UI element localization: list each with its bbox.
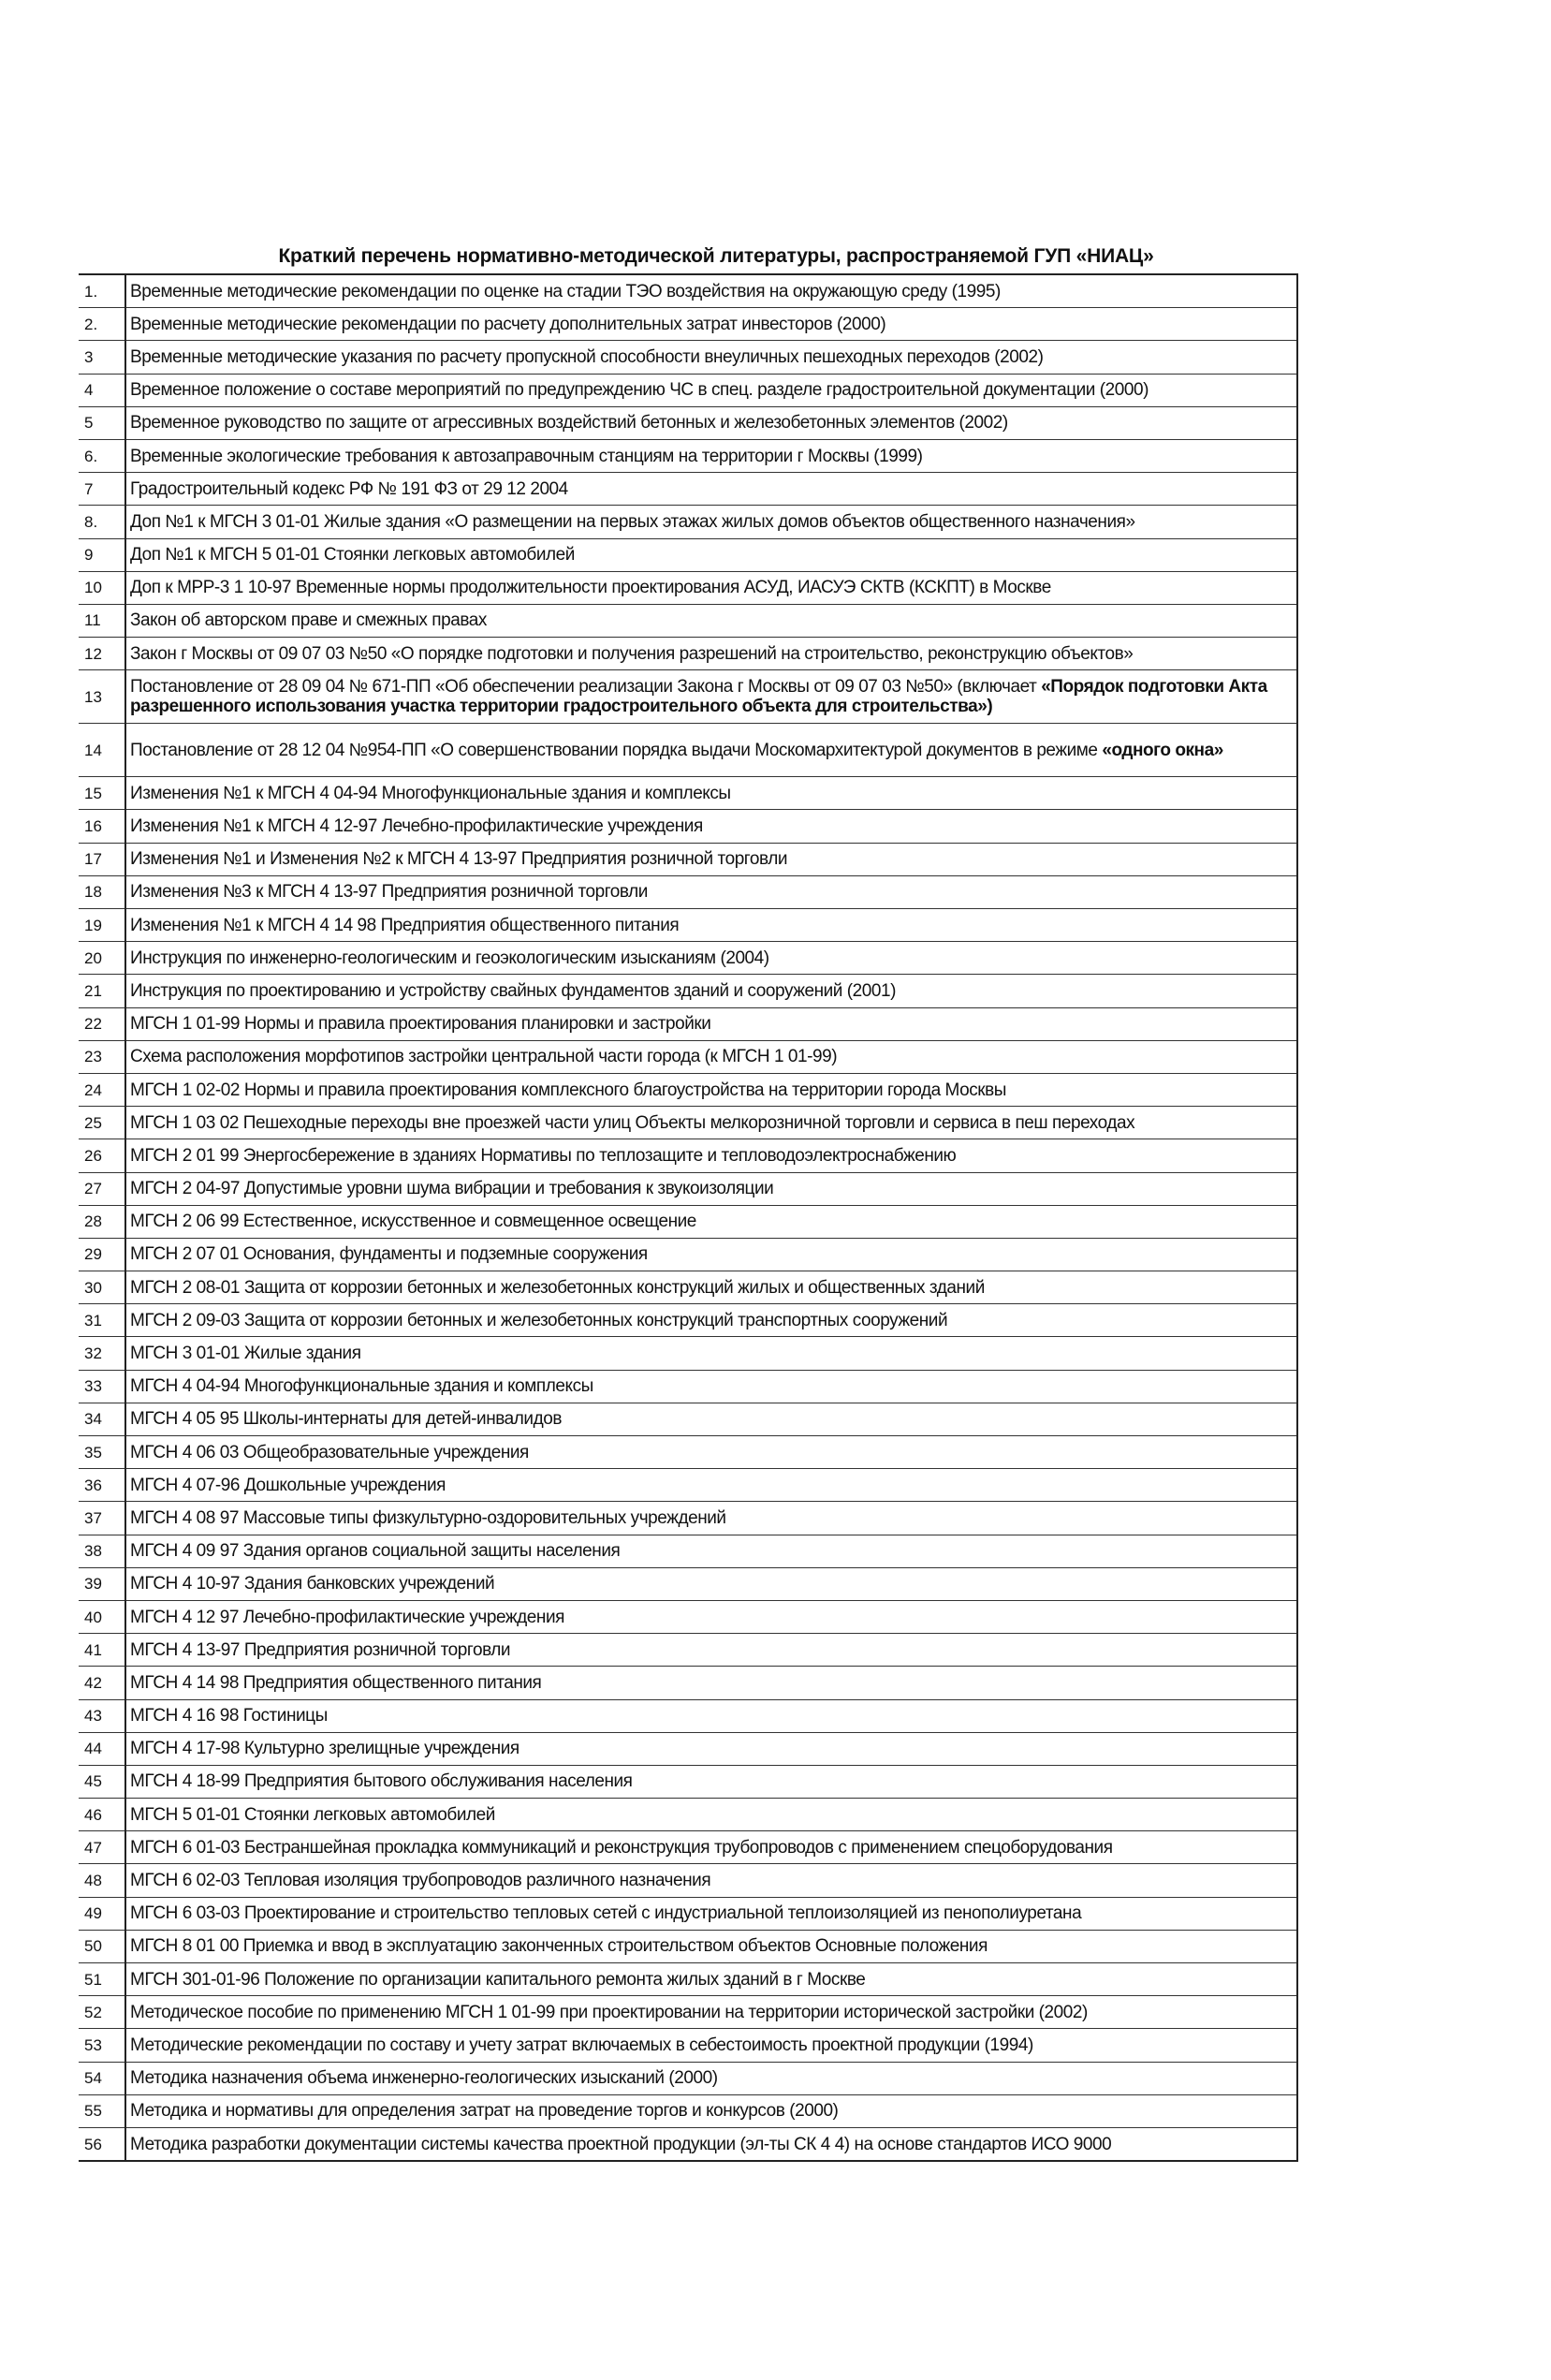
list-row xyxy=(79,1139,1297,1172)
list-row xyxy=(79,638,1297,670)
item-title-text: МГСН 4 06 03 Общеобразовательные учреждения xyxy=(130,1442,529,1462)
item-title-text: Методика и нормативы для определения затрат на проведение торгов и конкурсов (2000) xyxy=(130,2101,839,2122)
item-title xyxy=(125,1370,1297,1403)
list-row xyxy=(79,909,1297,942)
item-title-text: МГСН 4 17-98 Культурно зрелищные учреждения xyxy=(130,1739,519,1759)
item-title-text: Методика назначения объема инженерно-геологических изысканий (2000) xyxy=(130,2068,718,2089)
item-number: 29 xyxy=(79,1238,125,1271)
item-title xyxy=(125,1996,1297,2029)
item-title-text: Изменения №1 и Изменения №2 к МГСН 4 13-97 Предприятия розничной торговли xyxy=(130,849,787,870)
list-row xyxy=(79,1172,1297,1205)
item-title xyxy=(125,1271,1297,1304)
list-row xyxy=(79,1040,1297,1073)
item-number: 37 xyxy=(79,1502,125,1535)
list-row xyxy=(79,1304,1297,1337)
item-title-text: МГСН 1 02-02 Нормы и правила проектирования комплексного благоустройства на территории города Москвы xyxy=(130,1080,1007,1100)
item-number: 17 xyxy=(79,843,125,875)
item-title xyxy=(125,638,1297,670)
item-title-text: Методика разработки документации системы качества проектной продукции (эл-ты СК 4 4) на основе стандартов ИСО 9000 xyxy=(130,2134,1112,2154)
item-number: 20 xyxy=(79,942,125,975)
item-title xyxy=(125,1963,1297,1996)
item-number: 3 xyxy=(79,341,125,374)
item-title-text: МГСН 3 01-01 Жилые здания xyxy=(130,1344,361,1364)
item-title-text: Закон г Москвы от 09 07 03 №50 «О порядке подготовки и получения разрешений на строительство, реконструкцию объектов» xyxy=(130,643,1134,664)
item-title-text: МГСН 4 07-96 Дошкольные учреждения xyxy=(130,1475,446,1495)
item-title-text: Методическое пособие по применению МГСН 1 01-99 при проектировании на территории исторической застройки (2002) xyxy=(130,2002,1088,2022)
item-title xyxy=(125,538,1297,571)
item-title-text: МГСН 6 01-03 Бестраншейная прокладка коммуникаций и реконструкция трубопроводов с применением спецоборудования xyxy=(130,1837,1113,1858)
item-title-text: МГСН 6 02-03 Тепловая изоляция трубопроводов различного назначения xyxy=(130,1871,711,1891)
list-row xyxy=(79,1600,1297,1633)
item-title xyxy=(125,604,1297,637)
item-number: 44 xyxy=(79,1732,125,1765)
list-row xyxy=(79,406,1297,439)
item-number: 56 xyxy=(79,2127,125,2161)
item-title xyxy=(125,1567,1297,1600)
item-number: 21 xyxy=(79,975,125,1007)
item-title-text: Закон об авторском праве и смежных правах xyxy=(130,610,487,631)
list-row xyxy=(79,1567,1297,1600)
item-title xyxy=(125,1634,1297,1667)
item-title-text: Изменения №1 к МГСН 4 04-94 Многофункциональные здания и комплексы xyxy=(130,783,731,803)
item-title xyxy=(125,1600,1297,1633)
list-row xyxy=(79,1337,1297,1370)
item-title xyxy=(125,1403,1297,1435)
item-title-text: Инструкция по проектированию и устройству свайных фундаментов зданий и сооружений (2001) xyxy=(130,980,896,1001)
list-row xyxy=(79,1634,1297,1667)
item-number: 8. xyxy=(79,506,125,538)
item-title xyxy=(125,777,1297,810)
item-title-text: МГСН 4 13-97 Предприятия розничной торговли xyxy=(130,1639,511,1660)
list-row xyxy=(79,1403,1297,1435)
item-title xyxy=(125,909,1297,942)
item-title xyxy=(125,274,1297,308)
item-title-text: МГСН 2 06 99 Естественное, искусственное и совмещенное освещение xyxy=(130,1212,696,1232)
item-number: 41 xyxy=(79,1634,125,1667)
item-number: 5 xyxy=(79,406,125,439)
item-title xyxy=(125,1436,1297,1469)
item-title-text: Постановление от 28 09 04 № 671-ПП «Об обеспечении реализации Закона г Москвы от 09 07 03 №50» (включает xyxy=(130,677,1042,698)
item-number: 23 xyxy=(79,1040,125,1073)
item-title xyxy=(125,1139,1297,1172)
list-row xyxy=(79,1238,1297,1271)
item-number: 12 xyxy=(79,638,125,670)
item-title xyxy=(125,1897,1297,1930)
item-title-text: МГСН 8 01 00 Приемка и ввод в эксплуатацию законченных строительством объектов Основные положения xyxy=(130,1936,988,1957)
item-title xyxy=(125,374,1297,406)
list-row xyxy=(79,1996,1297,2029)
item-number: 14 xyxy=(79,724,125,777)
item-title-text: МГСН 4 09 97 Здания органов социальной защиты населения xyxy=(130,1541,621,1562)
item-title xyxy=(125,670,1297,724)
item-number: 40 xyxy=(79,1600,125,1633)
list-row xyxy=(79,1667,1297,1699)
list-row xyxy=(79,1699,1297,1732)
item-title xyxy=(125,1107,1297,1139)
item-number: 19 xyxy=(79,909,125,942)
item-title-text: МГСН 4 05 95 Школы-интернаты для детей-инвалидов xyxy=(130,1409,562,1430)
item-title-text: Изменения №1 к МГСН 4 14 98 Предприятия общественного питания xyxy=(130,915,680,935)
item-title-text: МГСН 4 04-94 Многофункциональные здания и комплексы xyxy=(130,1376,593,1397)
list-row xyxy=(79,875,1297,908)
item-title-text: МГСН 301-01-96 Положение по организации капитального ремонта жилых зданий в г Москве xyxy=(130,1969,866,1990)
item-number: 31 xyxy=(79,1304,125,1337)
item-title xyxy=(125,308,1297,341)
list-row xyxy=(79,942,1297,975)
item-title-text: МГСН 1 01-99 Нормы и правила проектирования планировки и застройки xyxy=(130,1014,711,1035)
item-number: 22 xyxy=(79,1007,125,1040)
item-title-text: МГСН 1 03 02 Пешеходные переходы вне проезжей части улиц Объекты мелкорозничной торговли и сервиса в пеш переходах xyxy=(130,1112,1135,1133)
item-title-text: Доп №1 к МГСН 5 01-01 Стоянки легковых автомобилей xyxy=(130,545,575,566)
list-row xyxy=(79,1502,1297,1535)
item-title xyxy=(125,1073,1297,1106)
item-number: 38 xyxy=(79,1535,125,1567)
list-row xyxy=(79,506,1297,538)
list-row xyxy=(79,1370,1297,1403)
list-row xyxy=(79,1963,1297,1996)
item-title-text: Временные методические рекомендации по оценке на стадии ТЭО воздействия на окружающую среду (1995) xyxy=(130,281,1001,301)
item-number: 52 xyxy=(79,1996,125,2029)
item-title-text: МГСН 2 04-97 Допустимые уровни шума вибрации и требования к звукоизоляции xyxy=(130,1179,774,1199)
item-title xyxy=(125,473,1297,506)
item-number: 50 xyxy=(79,1930,125,1962)
literature-list-body xyxy=(79,274,1297,2161)
item-title xyxy=(125,843,1297,875)
list-row xyxy=(79,1436,1297,1469)
list-row xyxy=(79,1799,1297,1831)
item-title-text: Доп №1 к МГСН 3 01-01 Жилые здания «О размещении на первых этажах жилых домов объектов общественного назначения» xyxy=(130,511,1135,532)
item-number: 13 xyxy=(79,670,125,724)
item-title-text: МГСН 4 12 97 Лечебно-профилактические учреждения xyxy=(130,1607,564,1627)
item-title-text: Методические рекомендации по составу и учету затрат включаемых в себестоимость проектной продукции (1994) xyxy=(130,2035,1033,2055)
item-number: 55 xyxy=(79,2094,125,2127)
item-number: 43 xyxy=(79,1699,125,1732)
item-title xyxy=(125,1205,1297,1238)
item-title-text: Временные методические рекомендации по расчету дополнительных затрат инвесторов (2000) xyxy=(130,314,886,334)
item-title xyxy=(125,1502,1297,1535)
list-row xyxy=(79,1107,1297,1139)
item-number: 33 xyxy=(79,1370,125,1403)
item-title xyxy=(125,506,1297,538)
item-title xyxy=(125,810,1297,843)
list-row xyxy=(79,1469,1297,1502)
item-title xyxy=(125,1238,1297,1271)
item-title xyxy=(125,1765,1297,1798)
item-title-text: Изменения №1 к МГСН 4 12-97 Лечебно-профилактические учреждения xyxy=(130,816,703,837)
item-number: 27 xyxy=(79,1172,125,1205)
item-title xyxy=(125,942,1297,975)
item-number: 11 xyxy=(79,604,125,637)
item-title xyxy=(125,1535,1297,1567)
item-number: 47 xyxy=(79,1831,125,1864)
item-title-text: Схема расположения морфотипов застройки центральной части города (к МГСН 1 01-99) xyxy=(130,1047,838,1067)
item-title-text: Временное положение о составе мероприятий по предупреждению ЧС в спец. разделе градостроительной документации (2000) xyxy=(130,380,1149,401)
list-row xyxy=(79,308,1297,341)
item-title xyxy=(125,1831,1297,1864)
list-row xyxy=(79,538,1297,571)
list-row xyxy=(79,843,1297,875)
list-row xyxy=(79,374,1297,406)
item-title-text: МГСН 4 18-99 Предприятия бытового обслуживания населения xyxy=(130,1771,633,1792)
item-title-text: Доп к МРР-3 1 10-97 Временные нормы продолжительности проектирования АСУД, ИАСУЭ СКТВ (КСКПТ) в Москве xyxy=(130,578,1051,598)
list-row xyxy=(79,604,1297,637)
item-title xyxy=(125,2127,1297,2161)
item-number: 24 xyxy=(79,1073,125,1106)
item-title xyxy=(125,1799,1297,1831)
list-row xyxy=(79,2127,1297,2161)
item-title-text: МГСН 4 14 98 Предприятия общественного питания xyxy=(130,1672,542,1693)
item-title-text: Инструкция по инженерно-геологическим и геоэкологическим изысканиям (2004) xyxy=(130,948,769,968)
item-number: 35 xyxy=(79,1436,125,1469)
item-title-text: Временные методические указания по расчету пропускной способности внеуличных пешеходных переходов (2002) xyxy=(130,346,1044,367)
item-title-text: МГСН 4 16 98 Гостиницы xyxy=(130,1706,328,1726)
item-number: 48 xyxy=(79,1864,125,1897)
list-row xyxy=(79,810,1297,843)
list-row xyxy=(79,1831,1297,1864)
list-row xyxy=(79,1732,1297,1765)
item-number: 1. xyxy=(79,274,125,308)
item-title xyxy=(125,1172,1297,1205)
list-row xyxy=(79,473,1297,506)
item-number: 34 xyxy=(79,1403,125,1435)
list-row xyxy=(79,670,1297,724)
item-number: 4 xyxy=(79,374,125,406)
item-number: 2. xyxy=(79,308,125,341)
item-title-text: МГСН 4 08 97 Массовые типы физкультурно-оздоровительных учреждений xyxy=(130,1507,726,1528)
item-number: 6. xyxy=(79,439,125,472)
item-title xyxy=(125,1864,1297,1897)
item-number: 51 xyxy=(79,1963,125,1996)
item-number: 42 xyxy=(79,1667,125,1699)
item-title xyxy=(125,1469,1297,1502)
item-number: 53 xyxy=(79,2029,125,2062)
item-number: 54 xyxy=(79,2062,125,2094)
item-title xyxy=(125,1337,1297,1370)
literature-list-table xyxy=(79,273,1298,2162)
item-number: 10 xyxy=(79,571,125,604)
item-title-text: МГСН 5 01-01 Стоянки легковых автомобилей xyxy=(130,1804,495,1825)
list-row xyxy=(79,274,1297,308)
item-title xyxy=(125,341,1297,374)
list-row xyxy=(79,1535,1297,1567)
item-title xyxy=(125,2062,1297,2094)
item-title-text: МГСН 2 07 01 Основания, фундаменты и подземные сооружения xyxy=(130,1244,648,1265)
item-title xyxy=(125,1699,1297,1732)
list-row xyxy=(79,2062,1297,2094)
item-number: 7 xyxy=(79,473,125,506)
item-title xyxy=(125,2094,1297,2127)
item-number: 39 xyxy=(79,1567,125,1600)
item-title xyxy=(125,571,1297,604)
list-row xyxy=(79,1930,1297,1962)
document-title: Краткий перечень нормативно-методической литературы, распространяемой ГУП «НИАЦ» xyxy=(278,245,1154,267)
list-row xyxy=(79,1271,1297,1304)
list-row xyxy=(79,2029,1297,2062)
item-number: 45 xyxy=(79,1765,125,1798)
item-title xyxy=(125,1732,1297,1765)
item-title xyxy=(125,975,1297,1007)
item-number: 25 xyxy=(79,1107,125,1139)
item-title-text: Градостроительный кодекс РФ № 191 ФЗ от 29 12 2004 xyxy=(130,478,568,499)
list-row xyxy=(79,1864,1297,1897)
list-row xyxy=(79,1897,1297,1930)
item-title xyxy=(125,875,1297,908)
item-title-bold-text: «Порядок подготовки Акта разрешенного использования участка территории градостроительного объекта для строительства») xyxy=(130,677,1267,717)
item-title xyxy=(125,406,1297,439)
item-title xyxy=(125,1007,1297,1040)
list-row xyxy=(79,724,1297,777)
item-title-text: Временные экологические требования к автозаправочным станциям на территории г Москвы (1999) xyxy=(130,446,923,466)
item-title-text: Изменения №3 к МГСН 4 13-97 Предприятия розничной торговли xyxy=(130,882,648,903)
item-number: 16 xyxy=(79,810,125,843)
item-number: 18 xyxy=(79,875,125,908)
item-title-text: МГСН 4 10-97 Здания банковских учреждений xyxy=(130,1574,495,1594)
list-row xyxy=(79,1765,1297,1798)
item-title xyxy=(125,1667,1297,1699)
item-title-bold-text: «одного окна» xyxy=(1102,740,1223,760)
item-title-text: Постановление от 28 12 04 №954-ПП «О совершенствовании порядка выдачи Москомархитектурой документов в режиме xyxy=(130,740,1103,760)
list-row xyxy=(79,777,1297,810)
list-row xyxy=(79,975,1297,1007)
item-number: 15 xyxy=(79,777,125,810)
list-row xyxy=(79,1073,1297,1106)
item-title xyxy=(125,724,1297,777)
item-title xyxy=(125,1304,1297,1337)
item-title-text: МГСН 6 03-03 Проектирование и строительство тепловых сетей с индустриальной теплоизоляцией из пенополиуретана xyxy=(130,1903,1082,1924)
item-number: 30 xyxy=(79,1271,125,1304)
item-number: 26 xyxy=(79,1139,125,1172)
item-title-text: МГСН 2 08-01 Защита от коррозии бетонных и железобетонных конструкций жилых и общественных зданий xyxy=(130,1277,985,1298)
item-title-text: МГСН 2 09-03 Защита от коррозии бетонных и железобетонных конструкций транспортных сооружений xyxy=(130,1310,948,1330)
item-number: 32 xyxy=(79,1337,125,1370)
list-row xyxy=(79,1007,1297,1040)
item-title xyxy=(125,1930,1297,1962)
item-title xyxy=(125,1040,1297,1073)
item-title xyxy=(125,439,1297,472)
item-number: 9 xyxy=(79,538,125,571)
list-row xyxy=(79,2094,1297,2127)
item-number: 36 xyxy=(79,1469,125,1502)
list-row xyxy=(79,571,1297,604)
item-title-text: Временное руководство по защите от агрессивных воздействий бетонных и железобетонных элементов (2002) xyxy=(130,413,1008,433)
list-row xyxy=(79,341,1297,374)
item-number: 49 xyxy=(79,1897,125,1930)
item-title xyxy=(125,2029,1297,2062)
item-number: 28 xyxy=(79,1205,125,1238)
list-row xyxy=(79,439,1297,472)
item-title-text: МГСН 2 01 99 Энергосбережение в зданиях Нормативы по теплозащите и тепловодоэлектроснабжению xyxy=(130,1145,957,1166)
list-row xyxy=(79,1205,1297,1238)
item-number: 46 xyxy=(79,1799,125,1831)
